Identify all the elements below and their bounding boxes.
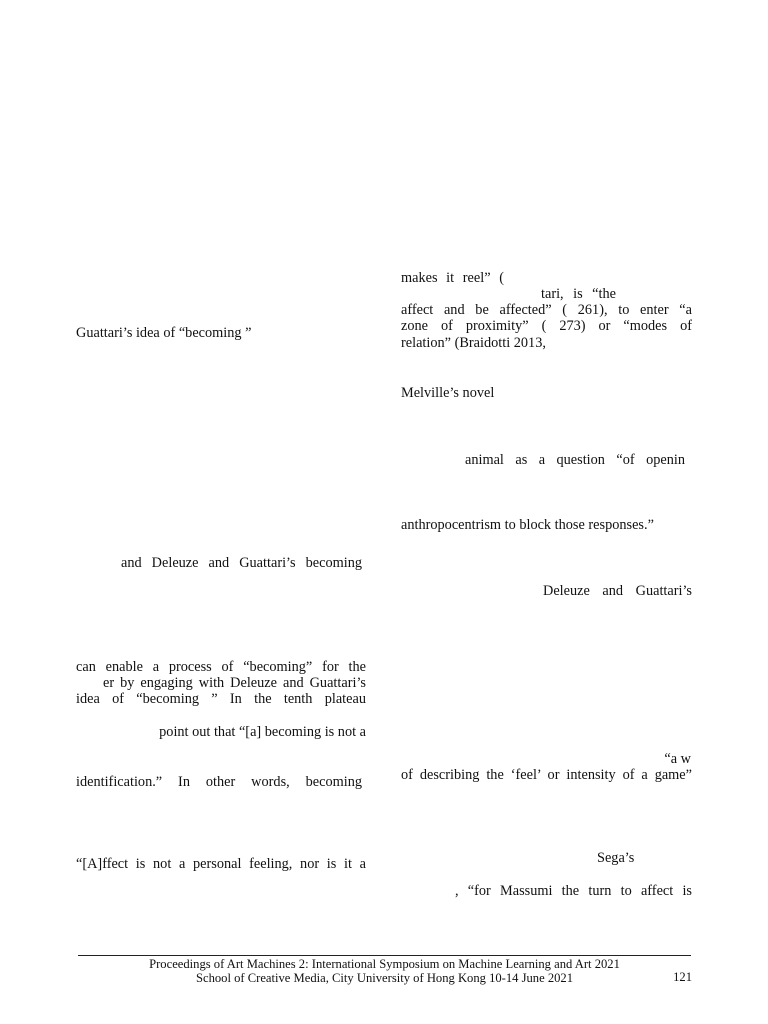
right-text-line-3: affect and be affected” ( 261), to enter “a [401,302,692,318]
right-text-line-2: tari, is “the [541,286,616,302]
right-text-line-13: , “for Massumi the turn to affect is [455,883,692,899]
right-text-line-8: anthropocentrism to block those responses.” [401,517,654,533]
footer-school-line: School of Creative Media, City University of Hong Kong 10-14 June 2021 [195,971,574,985]
left-text-line-5: idea of “becoming ” In the tenth plateau [76,691,366,707]
page-number: 121 [673,970,692,984]
left-text-line-6: point out that “[a] becoming is not a [159,724,366,740]
right-text-line-10: “a w [664,751,691,767]
right-text-line-12: Sega’s [597,850,635,866]
left-text-line-8: “[A]ffect is not a personal feeling, nor is it a [76,856,366,872]
left-text-line-1: Guattari’s idea of “becoming ” [76,325,252,341]
right-text-line-1: makes it reel” ( [401,270,504,286]
footer-divider [78,955,691,956]
footer-proceedings-line: Proceedings of Art Machines 2: International Symposium on Machine Learning and Art 2021 [149,957,620,971]
left-text-line-7: identification.” In other words, becoming [76,774,362,790]
left-text-line-2: and Deleuze and Guattari’s becoming [121,555,362,571]
right-text-line-11: of describing the ‘feel’ or intensity of a game” [401,767,692,783]
right-text-line-7: animal as a question “of openin [465,452,685,468]
left-text-line-4: er by engaging with Deleuze and Guattari’s [103,675,366,691]
right-text-line-9: Deleuze and Guattari’s [543,583,692,599]
right-text-line-6: Melville’s novel [401,385,495,401]
right-text-line-4: zone of proximity” ( 273) or “modes of [401,318,692,334]
right-text-line-5: relation” (Braidotti 2013, [401,335,546,351]
left-text-line-3: can enable a process of “becoming” for the [76,659,366,675]
